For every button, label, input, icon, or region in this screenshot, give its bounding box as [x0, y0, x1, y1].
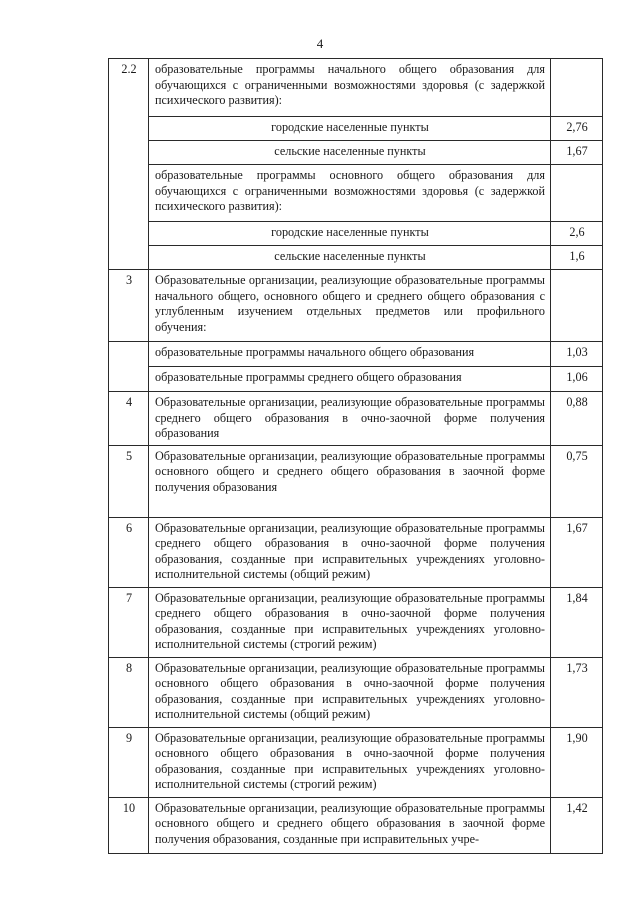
table-row	[109, 587, 603, 657]
row-description: образовательные программы начального общего образования	[149, 342, 551, 367]
row-value: 1,73	[551, 657, 603, 727]
row-number: 4	[109, 392, 149, 446]
row-description: Образовательные организации, реализующие образовательные программы основного общего образования в очно-заочной форме получения образования, созданные при исправительных учреждениях уголовно-исполнительной системы (строгий режим)	[149, 727, 551, 797]
table-row	[109, 165, 603, 222]
table-row	[109, 222, 603, 246]
row-value	[551, 270, 603, 342]
row-number: 5	[109, 445, 149, 517]
row-value: 1,06	[551, 367, 603, 392]
row-number: 7	[109, 587, 149, 657]
row-description: городские населенные пункты	[149, 222, 551, 246]
table-row	[109, 367, 603, 392]
row-description: Образовательные организации, реализующие образовательные программы основного общего образования в очно-заочной форме получения образования, созданные при исправительных учреждениях уголовно-исполнительной системы (общий режим)	[149, 657, 551, 727]
table-row	[109, 517, 603, 587]
row-value: 1,67	[551, 517, 603, 587]
row-value: 1,03	[551, 342, 603, 367]
row-description: Образовательные организации, реализующие образовательные программы среднего общего образования в очно-заочной форме получения образования, созданные при исправительных учреждениях уголовно-исполнительной системы (общий режим)	[149, 517, 551, 587]
row-description: образовательные программы основного общего образования для обучающихся с ограниченными возможностями здоровья (с задержкой психического развития):	[149, 165, 551, 222]
row-value: 1,42	[551, 797, 603, 853]
row-value	[551, 59, 603, 117]
row-value: 2,6	[551, 222, 603, 246]
row-number: 10	[109, 797, 149, 853]
row-number: 2.2	[109, 59, 149, 270]
row-value	[551, 165, 603, 222]
row-description: Образовательные организации, реализующие образовательные программы начального общего, основного общего и среднего общего образования с углубленным изучением отдельных предметов или профильного обучения:	[149, 270, 551, 342]
row-number: 9	[109, 727, 149, 797]
row-description: Образовательные организации, реализующие образовательные программы основного общего и среднего общего образования в заочной форме получения образования	[149, 445, 551, 517]
row-number: 6	[109, 517, 149, 587]
row-description: Образовательные организации, реализующие образовательные программы среднего общего образования в очно-заочной форме получения образования, созданные при исправительных учреждениях уголовно-исполнительной системы (строгий режим)	[149, 587, 551, 657]
table-row	[109, 141, 603, 165]
coefficients-table	[108, 58, 603, 854]
row-value: 0,88	[551, 392, 603, 446]
table-row	[109, 392, 603, 446]
row-description: городские населенные пункты	[149, 117, 551, 141]
row-description: Образовательные организации, реализующие образовательные программы основного общего и среднего общего образования в заочной форме получения образования, созданные при исправительных учре-	[149, 797, 551, 853]
table-row	[109, 246, 603, 270]
row-description: сельские населенные пункты	[149, 141, 551, 165]
row-value: 2,76	[551, 117, 603, 141]
table-row	[109, 342, 603, 367]
table-row	[109, 59, 603, 117]
table-row	[109, 445, 603, 517]
page-number: 4	[316, 36, 324, 51]
row-value: 1,6	[551, 246, 603, 270]
row-value: 1,67	[551, 141, 603, 165]
table-row	[109, 727, 603, 797]
row-description: образовательные программы среднего общего образования	[149, 367, 551, 392]
row-number	[109, 342, 149, 392]
table-row	[109, 270, 603, 342]
row-description: Образовательные организации, реализующие образовательные программы среднего общего образования в очно-заочной форме получения образования	[149, 392, 551, 446]
row-value: 0,75	[551, 445, 603, 517]
table-row	[109, 657, 603, 727]
row-number: 3	[109, 270, 149, 342]
row-number: 8	[109, 657, 149, 727]
row-value: 1,90	[551, 727, 603, 797]
table-row	[109, 117, 603, 141]
row-description: сельские населенные пункты	[149, 246, 551, 270]
row-description: образовательные программы начального общего образования для обучающихся с ограниченными возможностями здоровья (с задержкой психического развития):	[149, 59, 551, 117]
row-value: 1,84	[551, 587, 603, 657]
table-row	[109, 797, 603, 853]
